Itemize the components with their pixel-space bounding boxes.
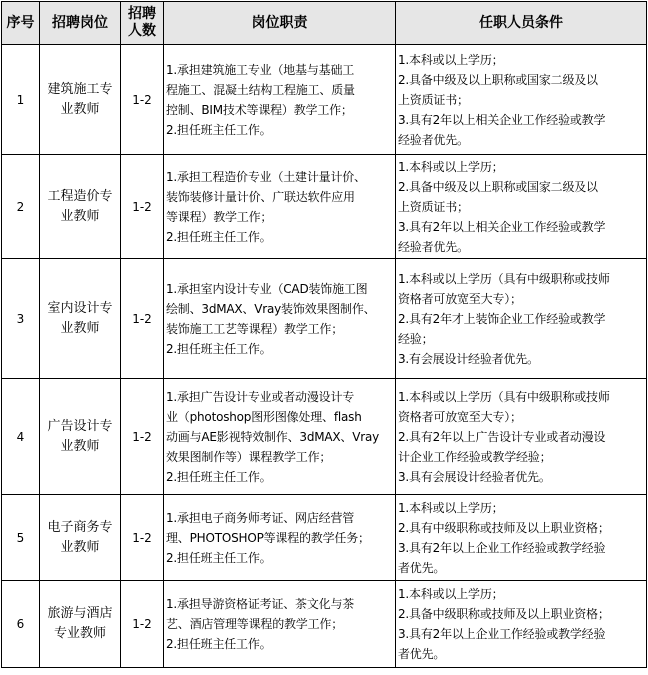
table-row: [2, 259, 647, 379]
row-requirements: [396, 495, 647, 581]
requirement-line: 者优先。: [398, 647, 446, 661]
requirement-line: 3.具有会展设计经验者优先。: [398, 469, 551, 484]
duty-line: 2.担任班主任工作。: [166, 122, 272, 137]
row-count: 1-2: [121, 259, 164, 379]
requirement-line: 2.具有2年才上装饰企业工作经验或教学: [398, 311, 606, 326]
requirement-line: 者优先。: [398, 560, 446, 575]
requirement-line: 3.具有2年以上相关企业工作经验或教学: [398, 219, 606, 234]
position-line: 业教师: [60, 320, 100, 336]
requirement-line: 1.本科或以上学历；: [398, 159, 504, 174]
position-line: 旅游与酒店: [47, 606, 113, 621]
duty-line: 艺、酒店管理等课程的教学工作；: [166, 617, 344, 631]
requirement-line: 经验；: [398, 331, 434, 346]
requirement-line: 1.本科或以上学历（具有中级职称或技师: [398, 271, 610, 286]
duty-line: 2.担任班主任工作。: [166, 469, 272, 484]
requirement-line: 2.具备中级职称或技师及以上职业资格；: [398, 607, 610, 621]
recruitment-table-wrapper: [1, 1, 647, 668]
row-seq: 2: [2, 155, 40, 259]
row-requirements: [396, 45, 647, 155]
row-position: [40, 155, 121, 259]
requirement-line: 3.具有2年以上相关企业工作经验或教学: [398, 112, 606, 127]
requirement-line: 1.本科或以上学历；: [398, 587, 504, 601]
duty-line: 1.承担建筑施工专业（地基与基础工: [166, 62, 355, 77]
duty-line: 程施工、混凝土结构工程施工、质量: [166, 82, 355, 97]
header-row: [2, 2, 647, 45]
header-count: [121, 2, 164, 45]
duty-line: 装饰装修计量计价、广联达软件应用: [166, 189, 355, 204]
table-row: [2, 495, 647, 581]
row-seq: 5: [2, 495, 40, 581]
row-position: [40, 259, 121, 379]
requirement-line: 3.有会展设计经验者优先。: [398, 351, 539, 366]
position-line: 专业教师: [53, 626, 106, 641]
row-count: 1-2: [121, 581, 164, 668]
row-duties: [164, 581, 396, 668]
requirement-line: 3.具有2年以上企业工作经验或教学经验: [398, 627, 606, 641]
row-position: [40, 379, 121, 495]
requirement-line: 经验者优先。: [398, 239, 469, 254]
table-row: [2, 45, 647, 155]
row-requirements: [396, 259, 647, 379]
recruitment-table: [1, 1, 647, 668]
position-line: 工程造价专: [47, 188, 113, 204]
duty-line: 1.承担导游资格证考证、茶文化与茶: [166, 597, 355, 611]
table-row: [2, 379, 647, 495]
row-duties: [164, 259, 396, 379]
header-count-line1: 招聘: [128, 6, 156, 22]
requirement-line: 上资质证书；: [398, 199, 469, 214]
duty-line: 装饰施工工艺等课程）教学工作；: [166, 321, 344, 336]
row-count: 1-2: [121, 495, 164, 581]
requirement-line: 计企业工作经验或教学经验；: [398, 449, 552, 464]
requirement-line: 资格者可放宽至大专）；: [398, 409, 522, 424]
row-position: [40, 581, 121, 668]
duty-line: 2.担任班主任工作。: [166, 637, 272, 651]
row-duties: [164, 379, 396, 495]
duty-line: 1.承担工程造价专业（土建计量计价、: [166, 169, 366, 184]
position-line: 电子商务专: [47, 519, 113, 535]
position-line: 业教师: [60, 208, 100, 224]
requirement-line: 1.本科或以上学历（具有中级职称或技师: [398, 389, 610, 404]
row-duties: [164, 495, 396, 581]
header-requirements: 任职人员条件: [396, 2, 647, 45]
requirement-line: 3.具有2年以上企业工作经验或教学经验: [398, 540, 606, 555]
requirement-line: 2.具备中级及以上职称或国家二级及以: [398, 72, 598, 87]
row-requirements: [396, 379, 647, 495]
requirement-line: 2.具有2年以上广告设计专业或者动漫设: [398, 429, 606, 444]
row-seq: 1: [2, 45, 40, 155]
row-position: [40, 495, 121, 581]
row-requirements: [396, 581, 647, 668]
header-count-line2: 人数: [128, 23, 156, 39]
header-position: 招聘岗位: [40, 2, 121, 45]
requirement-line: 2.具有中级职称或技师及以上职业资格；: [398, 520, 610, 535]
header-duties: 岗位职责: [164, 2, 396, 45]
row-count: 1-2: [121, 45, 164, 155]
duty-line: 效果图制作等）课程教学工作；: [166, 449, 332, 464]
duty-line: 控制、BIM技术等课程）教学工作；: [166, 102, 353, 117]
duty-line: 1.承担室内设计专业（CAD装饰施工图: [166, 281, 368, 296]
requirement-line: 1.本科或以上学历；: [398, 52, 504, 67]
requirement-line: 1.本科或以上学历；: [398, 500, 504, 515]
requirement-line: 上资质证书；: [398, 92, 469, 107]
row-seq: 6: [2, 581, 40, 668]
duty-line: 2.担任班主任工作。: [166, 229, 272, 244]
requirement-line: 经验者优先。: [398, 132, 469, 147]
position-line: 广告设计专: [47, 418, 113, 434]
duty-line: 业（photoshop图形图像处理、flash: [166, 409, 362, 424]
row-duties: [164, 155, 396, 259]
row-count: 1-2: [121, 379, 164, 495]
duty-line: 理、PHOTOSHOP等课程的教学任务；: [166, 530, 370, 545]
position-line: 室内设计专: [47, 300, 113, 316]
position-line: 建筑施工专: [47, 81, 113, 97]
duty-line: 动画与AE影视特效制作、3dMAX、Vray: [166, 429, 380, 444]
table-row: [2, 581, 647, 668]
duty-line: 2.担任班主任工作。: [166, 550, 272, 565]
requirement-line: 2.具备中级及以上职称或国家二级及以: [398, 179, 598, 194]
row-requirements: [396, 155, 647, 259]
table-row: [2, 155, 647, 259]
row-duties: [164, 45, 396, 155]
row-seq: 4: [2, 379, 40, 495]
position-line: 业教师: [60, 101, 100, 117]
duty-line: 1.承担广告设计专业或者动漫设计专: [166, 389, 355, 404]
duty-line: 2.担任班主任工作。: [166, 341, 272, 356]
row-position: [40, 45, 121, 155]
duty-line: 1.承担电子商务师考证、网店经营管: [166, 510, 355, 525]
row-seq: 3: [2, 259, 40, 379]
requirement-line: 资格者可放宽至大专）；: [398, 291, 522, 306]
position-line: 业教师: [60, 539, 100, 555]
position-line: 业教师: [60, 438, 100, 454]
header-seq: 序号: [2, 2, 40, 45]
row-count: 1-2: [121, 155, 164, 259]
duty-line: 等课程）教学工作；: [166, 209, 273, 224]
duty-line: 绘制、3dMAX、Vray装饰效果图制作、: [166, 301, 376, 316]
